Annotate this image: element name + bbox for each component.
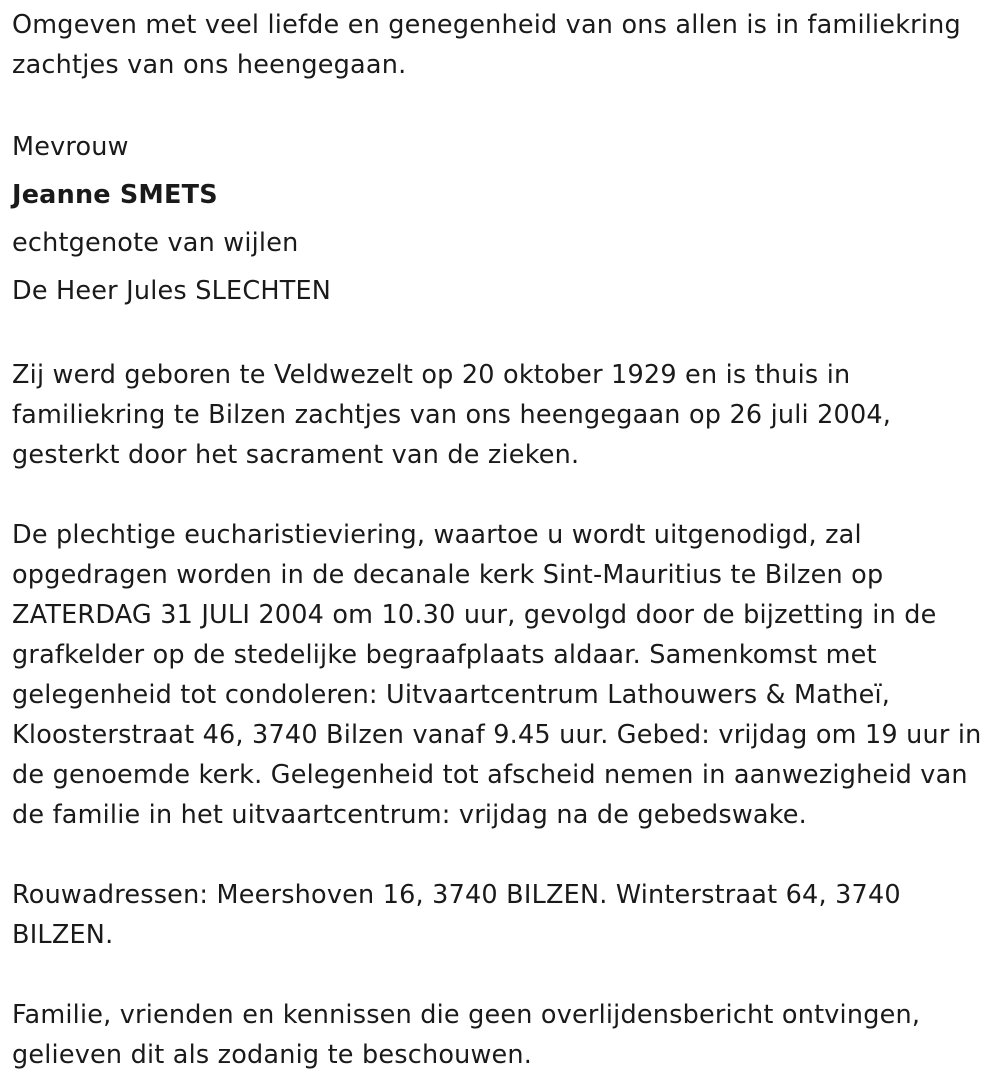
- deceased-name: Jeanne SMETS: [12, 180, 218, 210]
- title-prefix: Mevrouw: [12, 132, 129, 162]
- intro-paragraph: Omgeven met veel liefde en genegenheid van ons allen is in familiekring zachtjes van ons heengegaan.: [12, 10, 961, 80]
- spouse-name: De Heer Jules SLECHTEN: [12, 276, 332, 306]
- relation-text: echtgenote van wijlen: [12, 228, 299, 258]
- bio-paragraph: Zij werd geboren te Veldwezelt op 20 oktober 1929 en is thuis in familiekring te Bilzen zachtjes van ons heengegaan op 26 juli 2004, gesterkt door het sacrament van de zieken.: [12, 360, 892, 470]
- closing-paragraph: Familie, vrienden en kennissen die geen overlijdensbericht ontvingen, gelieven dit als zodanig te beschouwen.: [12, 1000, 921, 1070]
- service-paragraph: De plechtige eucharistieviering, waartoe u wordt uitgenodigd, zal opgedragen worden in de decanale kerk Sint-Mauritius te Bilzen op ZATERDAG 31 JULI 2004 om 10.30 uur, gevolgd door de bijzetting in de grafkelder op de stedelijke begraafplaats aldaar. Samenkomst met gelegenheid tot condoleren: Uitvaartcentrum Lathouwers & Matheï, Kloosterstraat 46, 3740 Bilzen vanaf 9.45 uur. Gebed: vrijdag om 19 uur in de genoemde kerk. Gelegenheid tot afscheid nemen in aanwezigheid van de familie in het uitvaartcentrum: vrijdag na de gebedswake.: [12, 520, 982, 830]
- addresses-paragraph: Rouwadressen: Meershoven 16, 3740 BILZEN. Winterstraat 64, 3740 BILZEN.: [12, 880, 901, 950]
- deceased-block: [12, 123, 986, 315]
